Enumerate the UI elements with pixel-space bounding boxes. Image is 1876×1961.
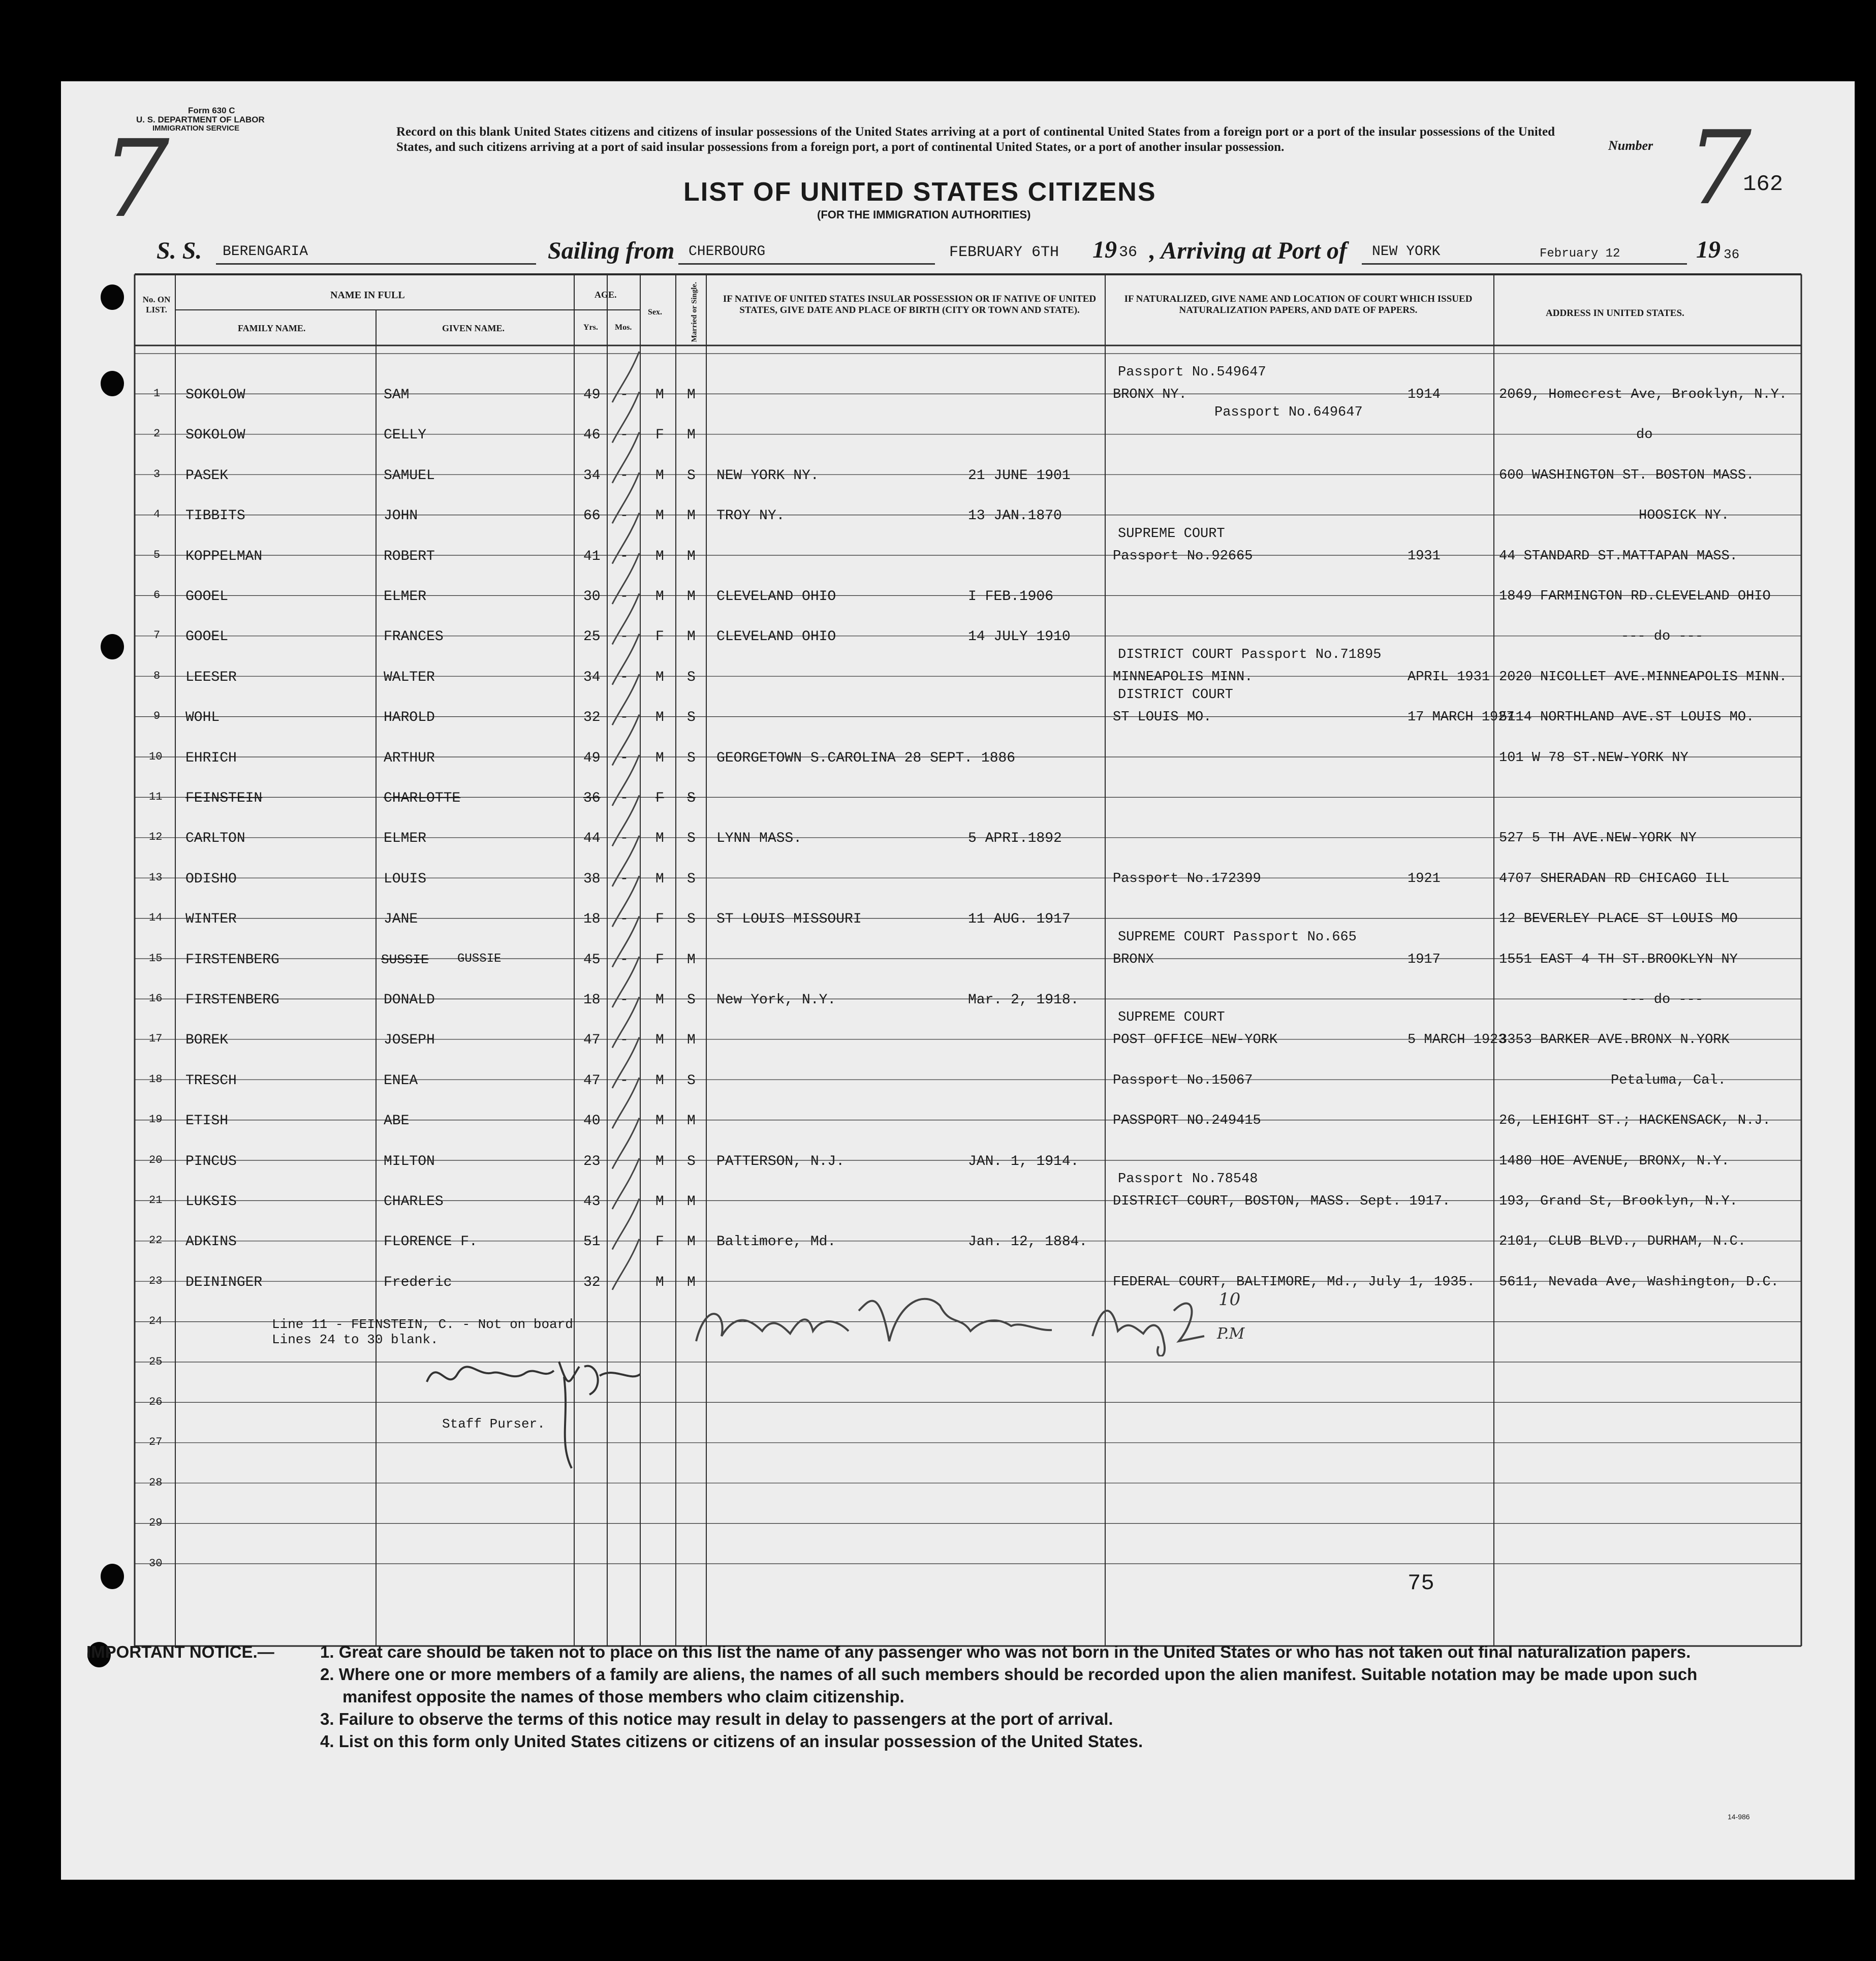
- naturalization-date: 1931: [1408, 548, 1441, 564]
- number-handwritten: 7: [1687, 109, 1752, 228]
- col-header-address: ADDRESS IN UNITED STATES.: [1546, 308, 1684, 319]
- family-name: FEINSTEIN: [185, 790, 263, 806]
- sex: M: [655, 589, 664, 605]
- us-address: 44 STANDARD ST.MATTAPAN MASS.: [1499, 548, 1738, 564]
- us-address: 1551 EAST 4 TH ST.BROOKLYN NY: [1499, 952, 1738, 967]
- age-years: 44: [583, 831, 601, 847]
- corner-handwritten: 7: [102, 117, 170, 241]
- naturalization-place: FEDERAL COURT, BALTIMORE, Md., July 1, 1935.: [1113, 1274, 1475, 1290]
- birth-place: CLEVELAND OHIO: [716, 629, 836, 645]
- age-years: 25: [583, 629, 601, 645]
- given-name: SAMUEL: [384, 467, 435, 484]
- year-from: 36: [1119, 244, 1138, 261]
- age-months: -: [620, 508, 629, 524]
- birth-place: Baltimore, Md.: [716, 1234, 836, 1250]
- sex: F: [655, 629, 664, 645]
- naturalization-date: 5 MARCH 1923: [1408, 1032, 1507, 1048]
- note-blank-lines: Lines 24 to 30 blank.: [272, 1332, 439, 1347]
- given-name: ARTHUR: [384, 750, 435, 766]
- sex: M: [655, 992, 664, 1008]
- purser-signature: [417, 1346, 681, 1478]
- naturalization-place: ST LOUIS MO.: [1113, 710, 1212, 725]
- row-number: 16: [149, 992, 163, 1005]
- sex: F: [655, 911, 664, 928]
- age-months: -: [620, 467, 629, 484]
- inspector-pm: P.M: [1217, 1325, 1245, 1343]
- row-number: 15: [149, 952, 163, 965]
- struck-given-name: SUSSIE: [381, 952, 429, 967]
- birth-date: 21 JUNE 1901: [968, 467, 1071, 484]
- age-years: 18: [583, 911, 601, 928]
- sex: M: [655, 387, 664, 403]
- page-number: 162: [1743, 172, 1784, 197]
- row-number: 21: [149, 1194, 163, 1207]
- naturalization-date: APRIL 1931: [1408, 669, 1490, 685]
- marital-status: M: [687, 952, 696, 968]
- age-years: 51: [583, 1234, 601, 1250]
- family-name: LEESER: [185, 669, 237, 685]
- naturalization-court: Passport No.78548: [1118, 1172, 1258, 1187]
- marital-status: M: [687, 387, 696, 403]
- naturalization-court: DISTRICT COURT: [1118, 687, 1233, 703]
- row-number: 19: [149, 1113, 163, 1126]
- col-header-married: Married or Single.: [690, 282, 699, 342]
- sex: F: [655, 790, 664, 806]
- naturalization-place: DISTRICT COURT, BOSTON, MASS. Sept. 1917.: [1113, 1194, 1451, 1209]
- marital-status: S: [687, 750, 696, 766]
- marital-status: S: [687, 467, 696, 484]
- naturalization-date: 1921: [1408, 871, 1441, 887]
- footer-code: 14-986: [1728, 1813, 1750, 1821]
- us-address: 193, Grand St, Brooklyn, N.Y.: [1499, 1194, 1738, 1209]
- birth-date: 11 AUG. 1917: [968, 911, 1071, 928]
- sailing-label: Sailing from: [548, 237, 675, 264]
- col-header-sex: Sex.: [648, 308, 662, 317]
- age-years: 38: [583, 871, 601, 887]
- sex: M: [655, 1113, 664, 1129]
- row-number: 26: [149, 1396, 163, 1408]
- notice-item-1: 1. Great care should be taken not to place on this list the name of any passenger who was not born in the United States or who has not taken out final naturalization papers.: [320, 1642, 1691, 1661]
- given-name: WALTER: [384, 669, 435, 685]
- birth-place: GEORGETOWN S.CAROLINA 28 SEPT. 1886: [716, 750, 1016, 766]
- us-address: 4707 SHERADAN RD CHICAGO ILL: [1499, 871, 1730, 887]
- sex: M: [655, 1274, 664, 1290]
- row-number: 11: [149, 790, 163, 803]
- us-address: 5611, Nevada Ave, Washington, D.C.: [1499, 1274, 1779, 1290]
- us-address: 2069, Homecrest Ave, Brooklyn, N.Y.: [1499, 387, 1788, 402]
- family-name: SOKOLOW: [185, 427, 245, 444]
- age-years: 32: [583, 710, 601, 726]
- us-address: 12 BEVERLEY PLACE ST LOUIS MO: [1499, 911, 1738, 927]
- us-address: Petaluma, Cal.: [1611, 1072, 1726, 1088]
- sex: M: [655, 467, 664, 484]
- passport-number: Passport No.649647: [1214, 405, 1363, 421]
- naturalization-court: Passport No.549647: [1118, 365, 1266, 380]
- given-name: FLORENCE F.: [384, 1234, 478, 1250]
- us-address: 26, LEHIGHT ST.; HACKENSACK, N.J.: [1499, 1113, 1771, 1129]
- notice-item-2-cont: manifest opposite the names of those members who claim citizenship.: [342, 1687, 904, 1706]
- us-address: 600 WASHINGTON ST. BOSTON MASS.: [1499, 467, 1755, 483]
- row-number: 8: [153, 669, 161, 682]
- us-address: 101 W 78 ST.NEW-YORK NY: [1499, 750, 1689, 766]
- us-address: 527 5 TH AVE.NEW-YORK NY: [1499, 831, 1697, 846]
- naturalization-place: POST OFFICE NEW-YORK: [1113, 1032, 1278, 1048]
- family-name: WINTER: [185, 911, 237, 928]
- naturalization-place: Passport No.15067: [1113, 1072, 1253, 1088]
- row-number: 2: [153, 427, 161, 440]
- check-mark: [612, 1198, 639, 1249]
- inspector-signature: [686, 1270, 1306, 1356]
- us-address: 1849 FARMINGTON RD.CLEVELAND OHIO: [1499, 589, 1771, 604]
- row-number: 3: [153, 467, 161, 481]
- naturalization-place: PASSPORT NO.249415: [1113, 1113, 1261, 1129]
- naturalization-place: BRONX: [1113, 952, 1154, 967]
- birth-place: CLEVELAND OHIO: [716, 589, 836, 605]
- naturalization-date: 1914: [1408, 387, 1441, 402]
- sex: M: [655, 871, 664, 887]
- sex: M: [655, 1072, 664, 1089]
- marital-status: M: [687, 1113, 696, 1129]
- notice-item-3: 3. Failure to observe the terms of this notice may result in delay to passengers at the port of arrival.: [320, 1710, 1113, 1728]
- row-number: 27: [149, 1436, 163, 1449]
- year-to-prefix: 19: [1696, 236, 1721, 263]
- family-name: KOPPELMAN: [185, 548, 263, 564]
- age-years: 47: [583, 1032, 601, 1049]
- family-name: PINCUS: [185, 1153, 237, 1169]
- naturalization-place: Passport No.172399: [1113, 871, 1261, 887]
- given-name: CHARLES: [384, 1194, 444, 1210]
- arriving-label: , Arriving at Port of: [1149, 237, 1347, 264]
- row-number: 13: [149, 871, 163, 884]
- birth-place: TROY NY.: [716, 508, 785, 524]
- col-header-name-in-full: NAME IN FULL: [330, 290, 405, 301]
- marital-status: M: [687, 508, 696, 524]
- sex: F: [655, 1234, 664, 1250]
- list-subtitle: (FOR THE IMMIGRATION AUTHORITIES): [817, 208, 1031, 221]
- note-line-11: Line 11 - FEINSTEIN, C. - Not on board: [272, 1317, 573, 1332]
- age-months: -: [620, 871, 629, 887]
- us-address: HOOSICK NY.: [1639, 508, 1730, 524]
- birth-place: NEW YORK NY.: [716, 467, 819, 484]
- birth-date: JAN. 1, 1914.: [968, 1153, 1079, 1169]
- row-number: 7: [153, 629, 161, 642]
- marital-status: M: [687, 1194, 696, 1210]
- check-mark: [612, 1118, 639, 1169]
- age-years: 34: [583, 467, 601, 484]
- marital-status: M: [687, 548, 696, 564]
- us-address: --- do ---: [1621, 992, 1704, 1007]
- naturalization-court: SUPREME COURT: [1118, 1010, 1225, 1026]
- stamp-number: 75: [1408, 1571, 1434, 1596]
- row-number: 10: [149, 750, 163, 763]
- sex: M: [655, 750, 664, 766]
- sex: M: [655, 1153, 664, 1169]
- family-name: DEININGER: [185, 1274, 263, 1290]
- marital-status: S: [687, 710, 696, 726]
- naturalization-date: 1917: [1408, 952, 1441, 967]
- family-name: LUKSIS: [185, 1194, 237, 1210]
- given-name: ROBERT: [384, 548, 435, 564]
- year-to: 36: [1724, 247, 1740, 262]
- given-name: JOHN: [384, 508, 418, 524]
- col-header-age: AGE.: [595, 290, 617, 300]
- family-name: ODISHO: [185, 871, 237, 887]
- list-title: LIST OF UNITED STATES CITIZENS: [683, 177, 1156, 207]
- birth-date: 5 APRI.1892: [968, 831, 1062, 847]
- marital-status: M: [687, 589, 696, 605]
- age-years: 36: [583, 790, 601, 806]
- birth-date: Mar. 2, 1918.: [968, 992, 1079, 1008]
- date-from: FEBRUARY 6TH: [949, 244, 1059, 261]
- birth-place: ST LOUIS MISSOURI: [716, 911, 862, 928]
- family-name: SOKOLOW: [185, 387, 245, 403]
- age-years: 46: [583, 427, 601, 444]
- service: IMMIGRATION SERVICE: [152, 124, 240, 133]
- naturalization-place: MINNEAPOLIS MINN.: [1113, 669, 1253, 685]
- given-name: ELMER: [384, 589, 427, 605]
- given-name: CHARLOTTE: [384, 790, 461, 806]
- row-number: 18: [149, 1072, 163, 1086]
- row-number: 6: [153, 589, 161, 602]
- family-name: CARLTON: [185, 831, 245, 847]
- naturalization-court: SUPREME COURT: [1118, 526, 1225, 542]
- birth-date: I FEB.1906: [968, 589, 1054, 605]
- age-months: -: [620, 790, 629, 806]
- age-months: -: [620, 589, 629, 605]
- inspector-time: 10: [1218, 1289, 1241, 1310]
- age-years: 49: [583, 387, 601, 403]
- department: U. S. DEPARTMENT OF LABOR: [136, 115, 265, 124]
- given-name: ELMER: [384, 831, 427, 847]
- row-number: 29: [149, 1516, 163, 1530]
- age-months: -: [620, 831, 629, 847]
- row-number: 24: [149, 1315, 163, 1328]
- naturalization-court: DISTRICT COURT Passport No.71895: [1118, 647, 1382, 662]
- row-number: 25: [149, 1355, 163, 1368]
- age-months: -: [620, 629, 629, 645]
- given-name: HAROLD: [384, 710, 435, 726]
- col-header-yrs: Yrs.: [583, 323, 598, 332]
- age-months: -: [620, 992, 629, 1008]
- marital-status: M: [687, 1274, 696, 1290]
- age-months: -: [620, 710, 629, 726]
- us-address: 2020 NICOLLET AVE.MINNEAPOLIS MINN.: [1499, 669, 1788, 685]
- age-years: 23: [583, 1153, 601, 1169]
- col-header-family: FAMILY NAME.: [238, 323, 306, 333]
- staff-purser-label: Staff Purser.: [442, 1416, 545, 1432]
- us-address: 3353 BARKER AVE.BRONX N.YORK: [1499, 1032, 1730, 1048]
- given-name: JOSEPH: [384, 1032, 435, 1049]
- form-number: Form 630 C: [188, 106, 235, 115]
- date-to: February 12: [1540, 247, 1620, 261]
- age-years: 66: [583, 508, 601, 524]
- given-name: CELLY: [384, 427, 427, 444]
- us-address: --- do ---: [1621, 629, 1704, 645]
- given-name: MILTON: [384, 1153, 435, 1169]
- age-years: 45: [583, 952, 601, 968]
- age-months: -: [620, 911, 629, 928]
- row-number: 22: [149, 1234, 163, 1247]
- marital-status: M: [687, 1234, 696, 1250]
- us-address: do: [1636, 427, 1653, 443]
- birth-date: Jan. 12, 1884.: [968, 1234, 1088, 1250]
- given-name: SAM: [384, 387, 410, 403]
- given-name: GUSSIE: [457, 952, 502, 966]
- given-name: ABE: [384, 1113, 410, 1129]
- birth-date: 14 JULY 1910: [968, 629, 1071, 645]
- age-months: -: [620, 548, 629, 564]
- age-years: 18: [583, 992, 601, 1008]
- notice-label: IMPORTANT NOTICE.—: [86, 1642, 274, 1661]
- age-months: -: [620, 669, 629, 685]
- age-years: 47: [583, 1072, 601, 1089]
- given-name: JANE: [384, 911, 418, 928]
- age-years: 30: [583, 589, 601, 605]
- family-name: ADKINS: [185, 1234, 237, 1250]
- notice-item-4: 4. List on this form only United States citizens or citizens of an insular possession of the United States.: [320, 1732, 1143, 1751]
- birth-place: PATTERSON, N.J.: [716, 1153, 845, 1169]
- birth-place: New York, N.Y.: [716, 992, 836, 1008]
- sex: M: [655, 548, 664, 564]
- row-number: 30: [149, 1557, 163, 1570]
- sex: M: [655, 1194, 664, 1210]
- marital-status: S: [687, 669, 696, 685]
- notice-item-2: 2. Where one or more members of a family are aliens, the names of all such members should be recorded upon the alien manifest. Suitable notation may be made upon such: [320, 1665, 1698, 1684]
- given-name: DONALD: [384, 992, 435, 1008]
- age-years: 41: [583, 548, 601, 564]
- marital-status: S: [687, 831, 696, 847]
- sex: M: [655, 831, 664, 847]
- col-header-native: IF NATIVE OF UNITED STATES INSULAR POSSESSION OR IF NATIVE OF UNITED STATES, GIVE DATE AND PLACE OF BIRTH (CITY OR TOWN AND STATE).: [723, 294, 1097, 315]
- marital-status: S: [687, 790, 696, 806]
- row-number: 17: [149, 1032, 163, 1046]
- row-number: 9: [153, 710, 161, 723]
- row-number: 1: [153, 387, 161, 400]
- ship-name: BERENGARIA: [223, 244, 308, 260]
- age-months: -: [620, 1032, 629, 1049]
- naturalization-date: 17 MARCH 1927: [1408, 710, 1515, 725]
- us-address: 1480 HOE AVENUE, BRONX, N.Y.: [1499, 1153, 1730, 1169]
- family-name: FIRSTENBERG: [185, 992, 279, 1008]
- sex: M: [655, 508, 664, 524]
- port-from: CHERBOURG: [689, 244, 766, 260]
- col-header-given: GIVEN NAME.: [442, 323, 505, 333]
- col-header-mos: Mos.: [615, 323, 632, 332]
- sex: F: [655, 952, 664, 968]
- sex: M: [655, 669, 664, 685]
- us-address: 5114 NORTHLAND AVE.ST LOUIS MO.: [1499, 710, 1755, 725]
- age-months: -: [620, 952, 629, 968]
- row-number: 14: [149, 911, 163, 925]
- age-months: -: [620, 387, 629, 403]
- naturalization-place: Passport No.92665: [1113, 548, 1253, 564]
- marital-status: S: [687, 911, 696, 928]
- age-years: 32: [583, 1274, 601, 1290]
- family-name: GOOEL: [185, 589, 229, 605]
- row-number: 12: [149, 831, 163, 844]
- row-number: 20: [149, 1153, 163, 1166]
- age-years: 49: [583, 750, 601, 766]
- birth-place: LYNN MASS.: [716, 831, 802, 847]
- row-number: 28: [149, 1476, 163, 1489]
- family-name: PASEK: [185, 467, 229, 484]
- age-months: -: [620, 427, 629, 444]
- given-name: FRANCES: [384, 629, 444, 645]
- given-name: LOUIS: [384, 871, 427, 887]
- marital-status: M: [687, 1032, 696, 1049]
- age-months: -: [620, 750, 629, 766]
- age-years: 40: [583, 1113, 601, 1129]
- sex: F: [655, 427, 664, 444]
- marital-status: S: [687, 1153, 696, 1169]
- notice-items: [320, 1641, 1794, 1753]
- family-name: TRESCH: [185, 1072, 237, 1089]
- form-instruction: Record on this blank United States citizens and citizens of insular possessions of the United States arriving at a port of continental United States from a foreign port or a port of the insular possessions of the United States, and such citizens arriving at a port of said insular possessions from a foreign port, a port of continental United States, or a port of another insular possession.: [396, 125, 1555, 154]
- family-name: TIBBITS: [185, 508, 245, 524]
- family-name: FIRSTENBERG: [185, 952, 279, 968]
- marital-status: M: [687, 427, 696, 444]
- family-name: EHRICH: [185, 750, 237, 766]
- col-header-no: No. ON LIST.: [142, 295, 171, 314]
- sex: M: [655, 710, 664, 726]
- check-mark: [612, 1239, 639, 1290]
- year-from-prefix: 19: [1092, 236, 1117, 263]
- sex: M: [655, 1032, 664, 1049]
- family-name: GOOEL: [185, 629, 229, 645]
- naturalization-place: BRONX NY.: [1113, 387, 1187, 402]
- given-name: Frederic: [384, 1274, 452, 1290]
- us-address: 2101, CLUB BLVD., DURHAM, N.C.: [1499, 1234, 1746, 1250]
- naturalization-court: SUPREME COURT Passport No.665: [1118, 929, 1357, 945]
- marital-status: M: [687, 629, 696, 645]
- row-number: 5: [153, 548, 161, 561]
- number-label: Number: [1608, 138, 1653, 153]
- marital-status: S: [687, 992, 696, 1008]
- col-header-naturalized: IF NATURALIZED, GIVE NAME AND LOCATION OF COURT WHICH ISSUED NATURALIZATION PAPERS, AND DATE OF PAPERS.: [1124, 294, 1473, 315]
- given-name: ENEA: [384, 1072, 418, 1089]
- row-number: 4: [153, 508, 161, 521]
- ss-label: S. S.: [157, 237, 202, 264]
- age-years: 43: [583, 1194, 601, 1210]
- family-name: ETISH: [185, 1113, 229, 1129]
- marital-status: S: [687, 1072, 696, 1089]
- birth-date: 13 JAN.1870: [968, 508, 1062, 524]
- age-months: -: [620, 1072, 629, 1089]
- family-name: BOREK: [185, 1032, 229, 1049]
- family-name: WOHL: [185, 710, 220, 726]
- age-years: 34: [583, 669, 601, 685]
- port-to: NEW YORK: [1372, 244, 1441, 260]
- row-number: 23: [149, 1274, 163, 1287]
- marital-status: S: [687, 871, 696, 887]
- check-mark: [612, 1158, 639, 1209]
